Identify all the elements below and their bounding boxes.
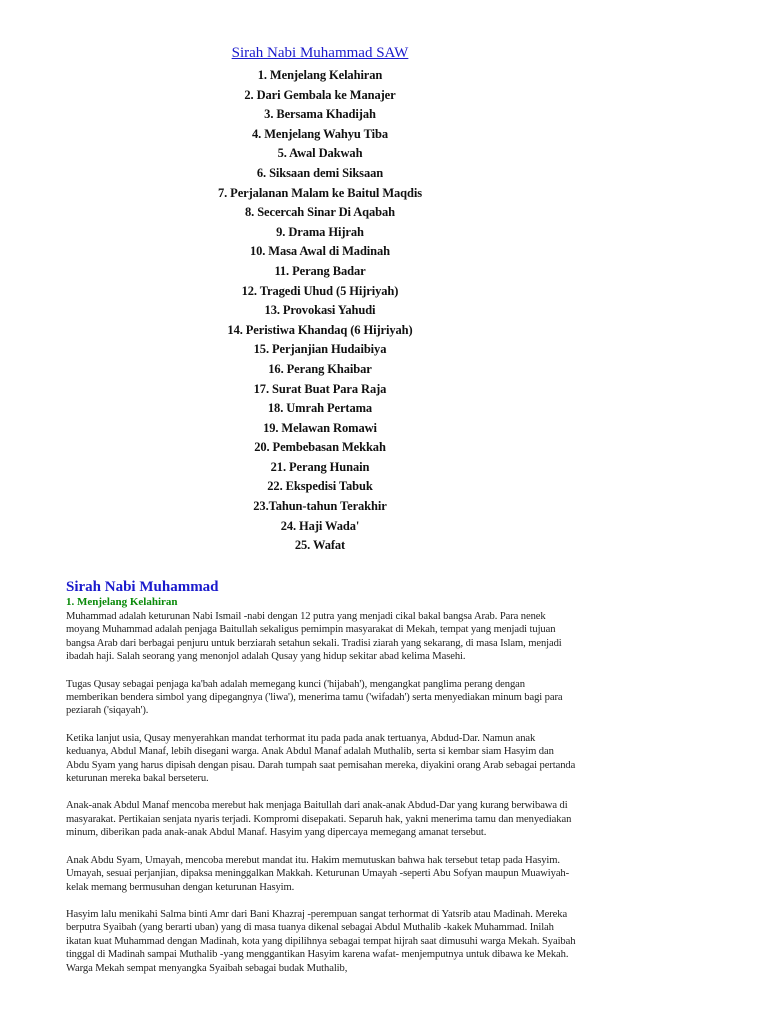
toc-item: 1. Menjelang Kelahiran <box>257 68 383 82</box>
toc-item: 4. Menjelang Wahyu Tiba <box>252 126 388 141</box>
toc-item: 17. Surat Buat Para Raja <box>253 381 387 396</box>
toc-item: 7. Perjalanan Malam ke Baitul Maqdis <box>217 185 423 200</box>
toc-item: 16. Perang Khaibar <box>268 361 372 376</box>
toc-item: 22. Ekspedisi Tabuk <box>267 479 373 494</box>
toc-item: 18. Umrah Pertama <box>267 401 373 416</box>
toc-item: 25. Wafat <box>294 538 346 553</box>
toc-item: 23.Tahun-tahun Terakhir <box>253 499 387 514</box>
table-of-contents <box>0 66 640 556</box>
article <box>66 578 578 989</box>
paragraph: Anak-anak Abdul Manaf mencoba merebut hak menjaga Baitullah dari anak-anak Abdud-Dar yang kurang berwibawa di masyarakat. Pertikaian senjata nyaris terjadi. Kompromi disepakati. Separuh hak, yakni menerima tamu dan menyediakan minum, diberikan pada anak-anak Abdul Manaf. Hasyim yang dipercaya memegang amanat tersebut. <box>66 800 572 839</box>
toc-item: 3. Bersama Khadijah <box>264 107 376 122</box>
chapter-heading: 1. Menjelang Kelahiran <box>66 596 178 608</box>
toc-item: 6. Siksaan demi Siksaan <box>256 165 384 180</box>
toc-item: 2. Dari Gembala ke Manajer <box>244 87 396 102</box>
article-title: Sirah Nabi Muhammad <box>66 579 219 595</box>
paragraph: Hasyim lalu menikahi Salma binti Amr dari Bani Khazraj -perempuan sangat terhormat di Yatsrib atau Madinah. Mereka berputra Syaibah (yang berarti uban) yang di masa tuanya dikenal sebagai Abdul Muthalib -kakek Muhammad. Inilah ikatan kuat Muhammad dengan Madinah, kota yang dipilihnya sebagai tempat hijrah saat dimusuhi warga Mekah. Syaibah tinggal di Madinah sampai Muthalib -yang menggantikan Hasyim karena wafat- menjemputnya untuk dibawa ke Mekah. Warga Mekah sempat menyangka Syaibah sebagai budak Muthalib, <box>66 908 576 974</box>
toc-item: 9. Drama Hijrah <box>276 224 364 239</box>
toc-item: 21. Perang Hunain <box>270 459 370 474</box>
toc-item: 5. Awal Dakwah <box>277 146 363 161</box>
toc-item: 12. Tragedi Uhud (5 Hijriyah) <box>241 283 399 298</box>
toc-item: 8. Secercah Sinar Di Aqabah <box>245 205 395 220</box>
toc-item: 19. Melawan Romawi <box>263 420 377 435</box>
toc-item: 14. Peristiwa Khandaq (6 Hijriyah) <box>227 322 413 337</box>
paragraph: Anak Abdu Syam, Umayah, mencoba merebut mandat itu. Hakim memutuskan bahwa hak tersebut tetap pada Hasyim. Umayah, sesuai perjanjian, dipaksa meninggalkan Makkah. Keturunan Umayah -seperti Abu Sofyan maupun Muawiyah- kelak memang bermusuhan dengan keturunan Hasyim. <box>66 854 570 893</box>
toc-item: 24. Haji Wada' <box>280 518 360 533</box>
toc-item: 15. Perjanjian Hudaibiya <box>253 342 387 357</box>
paragraph: Tugas Qusay sebagai penjaga ka'bah adalah memegang kunci ('hijabah'), mengangkat panglima perang dengan memberikan bendera simbol yang dipegangnya ('liwa'), menerima tamu ('wifadah') serta menyediakan minum bagi para peziarah ('siqayah'). <box>66 678 563 717</box>
toc-item: 20. Pembebasan Mekkah <box>254 440 386 455</box>
toc-item: 10. Masa Awal di Madinah <box>249 244 391 259</box>
toc-item: 11. Perang Badar <box>274 263 366 278</box>
paragraph: Ketika lanjut usia, Qusay menyerahkan mandat terhormat itu pada pada anak tertuanya, Abdud-Dar. Namun anak keduanya, Abdul Manaf, lebih disegani warga. Anak Abdul Manaf adalah Muthalib, serta si kembar siam Hasyim dan Abdu Syam yang harus dipisah dengan pisau. Darah tumpah saat pemisahan mereka, diyakini orang Arab sebagai pertanda keturunan mereka bakal berseteru. <box>66 732 576 785</box>
paragraph: Muhammad adalah keturunan Nabi Ismail -nabi dengan 12 putra yang menjadi cikal bakal bangsa Arab. Para nenek moyang Muhammad adalah penjaga Baitullah sekaligus pemimpin masyarakat di Mekah, tempat yang menjadi tujuan bangsa Arab dari berbagai penjuru untuk berziarah setahun sekali. Tradisi ziarah yang sekarang, di masa Islam, menjadi ibadah haji. Salah seorang yang menonjol adalah Qusay yang hidup sekitar abad kelima Masehi. <box>66 611 562 663</box>
toc-item: 13. Provokasi Yahudi <box>264 303 376 318</box>
toc-title-link[interactable]: Sirah Nabi Muhammad SAW <box>231 45 409 61</box>
